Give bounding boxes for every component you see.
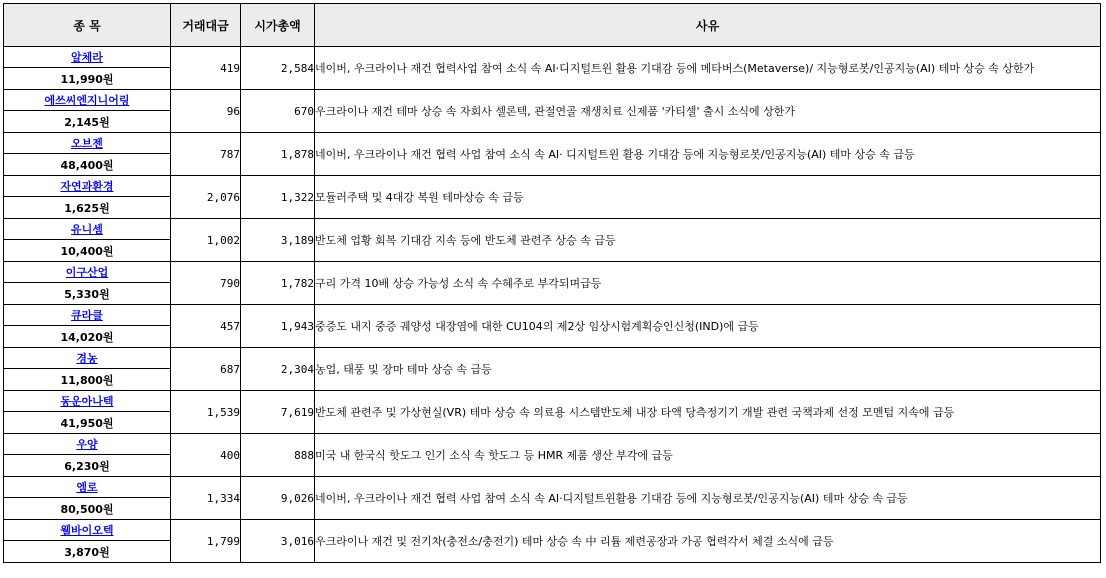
reason-cell: 네이버, 우크라이나 재건 협력 사업 참여 소식 속 AI· 디지털트윈 활용 기대감 등에 지능형로봇/인공지능(AI) 테마 상승 속 급등 bbox=[315, 133, 1101, 176]
stock-name-cell bbox=[4, 90, 171, 111]
trade-amount-cell: 2,076 bbox=[171, 176, 241, 219]
stock-name-cell bbox=[4, 262, 171, 283]
reason-cell: 구리 가격 10배 상승 가능성 소식 속 수혜주로 부각되며급등 bbox=[315, 262, 1101, 305]
table-row bbox=[4, 47, 1101, 68]
table-row bbox=[4, 434, 1101, 455]
stock-price-cell: 6,230원 bbox=[4, 455, 171, 477]
market-cap-cell: 670 bbox=[241, 90, 315, 133]
trade-amount-cell: 787 bbox=[171, 133, 241, 176]
market-cap-cell: 3,189 bbox=[241, 219, 315, 262]
table-body bbox=[4, 47, 1101, 563]
header-name: 종 목 bbox=[4, 4, 171, 47]
stock-name-link[interactable]: 웰바이오텍 bbox=[60, 524, 114, 537]
trade-amount-cell: 790 bbox=[171, 262, 241, 305]
stock-name-cell bbox=[4, 520, 171, 541]
reason-cell: 미국 내 한국식 핫도그 인기 소식 속 핫도그 등 HMR 제품 생산 부각에 급등 bbox=[315, 434, 1101, 477]
stock-name-link[interactable]: 엠로 bbox=[76, 481, 98, 494]
stock-name-cell bbox=[4, 305, 171, 326]
reason-cell: 반도체 관련주 및 가상현실(VR) 테마 상승 속 의료용 시스템반도체 내장 타액 당측정기기 개발 관련 국책과제 선정 모멘텀 지속에 급등 bbox=[315, 391, 1101, 434]
market-cap-cell: 3,016 bbox=[241, 520, 315, 563]
header-market-cap: 시가총액 bbox=[241, 4, 315, 47]
market-cap-cell: 9,026 bbox=[241, 477, 315, 520]
stock-name-link[interactable]: 알체라 bbox=[71, 51, 103, 64]
stock-name-cell bbox=[4, 434, 171, 455]
market-cap-cell: 1,943 bbox=[241, 305, 315, 348]
reason-cell: 모듈러주택 및 4대강 복원 테마상승 속 급등 bbox=[315, 176, 1101, 219]
reason-cell: 농업, 태풍 및 장마 테마 상승 속 급등 bbox=[315, 348, 1101, 391]
stock-price-cell: 3,870원 bbox=[4, 541, 171, 563]
stock-price-cell: 41,950원 bbox=[4, 412, 171, 434]
reason-cell: 중증도 내지 중증 궤양성 대장염에 대한 CU104의 제2상 임상시험계획승인신청(IND)에 급등 bbox=[315, 305, 1101, 348]
stock-price-cell: 80,500원 bbox=[4, 498, 171, 520]
reason-cell: 우크라이나 재건 및 전기차(충전소/충전기) 테마 상승 속 中 리튬 제련공장과 가공 협력각서 체결 소식에 급등 bbox=[315, 520, 1101, 563]
reason-cell: 네이버, 우크라이나 재건 협력사업 참여 소식 속 AI·디지털트윈 활용 기대감 등에 메타버스(Metaverse)/ 지능형로봇/인공지능(AI) 테마 상승 속 상한가 bbox=[315, 47, 1101, 90]
stock-price-cell: 5,330원 bbox=[4, 283, 171, 305]
table-row bbox=[4, 176, 1101, 197]
stock-name-link[interactable]: 동운아나텍 bbox=[60, 395, 114, 408]
table-row bbox=[4, 305, 1101, 326]
trade-amount-cell: 419 bbox=[171, 47, 241, 90]
trade-amount-cell: 400 bbox=[171, 434, 241, 477]
table-row bbox=[4, 391, 1101, 412]
trade-amount-cell: 96 bbox=[171, 90, 241, 133]
stock-name-link[interactable]: 경농 bbox=[76, 352, 98, 365]
reason-cell: 네이버, 우크라이나 재건 협력 사업 참여 소식 속 AI·디지털트윈활용 기대감 등에 지능형로봇/인공지능(AI) 테마 상승 속 급등 bbox=[315, 477, 1101, 520]
header-amount: 거래대금 bbox=[171, 4, 241, 47]
trade-amount-cell: 457 bbox=[171, 305, 241, 348]
stock-name-cell bbox=[4, 391, 171, 412]
reason-cell: 반도체 업황 회복 기대감 지속 등에 반도체 관련주 상승 속 급등 bbox=[315, 219, 1101, 262]
market-cap-cell: 1,322 bbox=[241, 176, 315, 219]
table-row bbox=[4, 219, 1101, 240]
stock-name-cell bbox=[4, 219, 171, 240]
stock-price-cell: 14,020원 bbox=[4, 326, 171, 348]
table-row bbox=[4, 262, 1101, 283]
stock-name-link[interactable]: 큐라클 bbox=[71, 309, 103, 322]
stock-name-link[interactable]: 유니셈 bbox=[71, 223, 103, 236]
market-cap-cell: 2,584 bbox=[241, 47, 315, 90]
table-row bbox=[4, 348, 1101, 369]
stock-name-link[interactable]: 오브젠 bbox=[71, 137, 103, 150]
table-row bbox=[4, 90, 1101, 111]
table-row bbox=[4, 520, 1101, 541]
stock-price-cell: 10,400원 bbox=[4, 240, 171, 262]
trade-amount-cell: 687 bbox=[171, 348, 241, 391]
table-row bbox=[4, 477, 1101, 498]
market-cap-cell: 888 bbox=[241, 434, 315, 477]
stock-table bbox=[3, 3, 1101, 563]
market-cap-cell: 2,304 bbox=[241, 348, 315, 391]
stock-price-cell: 48,400원 bbox=[4, 154, 171, 176]
stock-price-cell: 1,625원 bbox=[4, 197, 171, 219]
stock-price-cell: 11,990원 bbox=[4, 68, 171, 90]
market-cap-cell: 1,878 bbox=[241, 133, 315, 176]
stock-name-cell bbox=[4, 176, 171, 197]
stock-name-cell bbox=[4, 477, 171, 498]
stock-name-link[interactable]: 에쓰씨엔지니어링 bbox=[44, 94, 130, 107]
stock-name-cell bbox=[4, 348, 171, 369]
trade-amount-cell: 1,799 bbox=[171, 520, 241, 563]
market-cap-cell: 1,782 bbox=[241, 262, 315, 305]
stock-name-cell bbox=[4, 47, 171, 68]
trade-amount-cell: 1,539 bbox=[171, 391, 241, 434]
stock-name-link[interactable]: 우양 bbox=[76, 438, 98, 451]
trade-amount-cell: 1,334 bbox=[171, 477, 241, 520]
trade-amount-cell: 1,002 bbox=[171, 219, 241, 262]
stock-price-cell: 2,145원 bbox=[4, 111, 171, 133]
stock-name-link[interactable]: 자연과환경 bbox=[60, 180, 114, 193]
stock-price-cell: 11,800원 bbox=[4, 369, 171, 391]
market-cap-cell: 7,619 bbox=[241, 391, 315, 434]
reason-cell: 우크라이나 재건 테마 상승 속 자회사 셀론텍, 관절연골 재생치료 신제품 '카티셀' 출시 소식에 상한가 bbox=[315, 90, 1101, 133]
table-row bbox=[4, 133, 1101, 154]
header-row bbox=[4, 4, 1101, 47]
stock-name-link[interactable]: 이구산업 bbox=[65, 266, 109, 279]
header-reason: 사유 bbox=[315, 4, 1101, 47]
stock-name-cell bbox=[4, 133, 171, 154]
